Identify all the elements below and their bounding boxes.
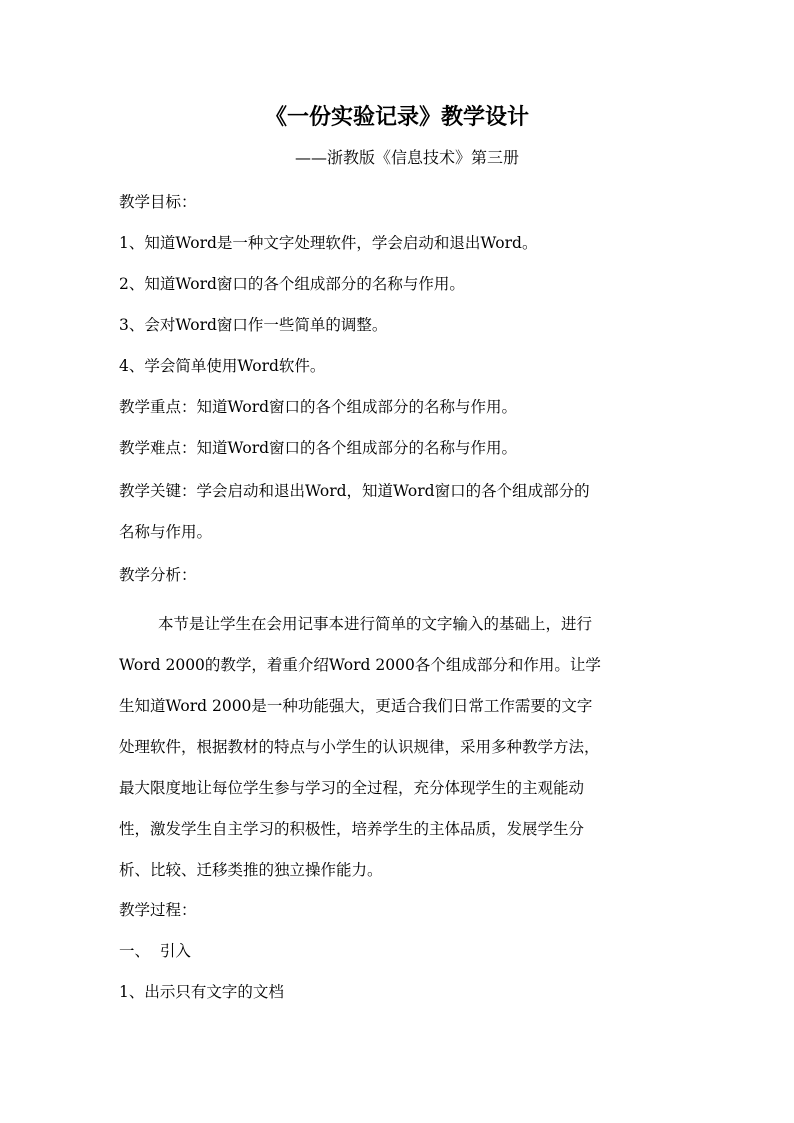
analysis-heading: 教学分析： (119, 566, 197, 584)
document-subtitle: ——浙教版《信息技术》第三册 (294, 148, 519, 167)
analysis-line: 性，激发学生自主学习的积极性，培养学生的主体品质，发展学生分 (119, 820, 585, 838)
process-heading: 教学过程： (119, 901, 197, 919)
document-title: 《一份实验记录》教学设计 (264, 105, 529, 130)
analysis-paragraph (119, 604, 691, 891)
analysis-line: 最大限度地让每位学生参与学习的全过程，充分体现学生的主观能动 (119, 779, 585, 797)
step-item: 1、出示只有文字的文档 (119, 983, 284, 1001)
objectives-heading: 教学目标： (119, 193, 197, 211)
analysis-line: 生知道Word 2000是一种功能强大，更适合我们日常工作需要的文字 (119, 697, 593, 715)
objective-item: 1、知道Word是一种文字处理软件，学会启动和退出Word。 (119, 234, 538, 252)
key-link-line-1: 教学关键：学会启动和退出Word，知道Word窗口的各个组成部分的 (119, 482, 590, 500)
analysis-line: 析、比较、迁移类推的独立操作能力。 (119, 861, 383, 879)
objective-item: 3、会对Word窗口作一些简单的调整。 (119, 316, 388, 334)
section-heading: 一、 引入 (119, 942, 191, 960)
analysis-line: 本节是让学生在会用记事本进行简单的文字输入的基础上，进行 (158, 615, 593, 633)
objective-item: 2、知道Word窗口的各个组成部分的名称与作用。 (119, 275, 465, 293)
key-point: 教学重点：知道Word窗口的各个组成部分的名称与作用。 (119, 398, 518, 416)
analysis-line: 处理软件，根据教材的特点与小学生的认识规律，采用多种教学方法， (119, 738, 600, 756)
objective-item: 4、学会简单使用Word软件。 (119, 357, 326, 375)
analysis-line: Word 2000的教学，着重介绍Word 2000各个组成部分和作用。让学 (119, 656, 601, 674)
key-link-line-2: 名称与作用。 (119, 523, 213, 541)
difficult-point: 教学难点：知道Word窗口的各个组成部分的名称与作用。 (119, 439, 518, 457)
